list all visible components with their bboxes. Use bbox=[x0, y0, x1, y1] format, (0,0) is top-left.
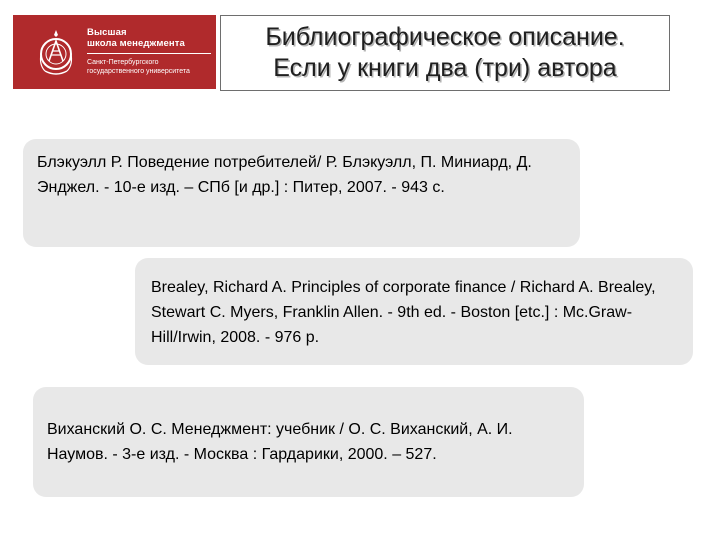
slide-title-line-1: Библиографическое описание. bbox=[265, 23, 625, 51]
slide-title bbox=[220, 15, 670, 91]
logo-divider bbox=[87, 53, 211, 54]
university-emblem-icon bbox=[37, 25, 75, 79]
slide-title-line-2: Если у книги два (три) автора bbox=[273, 54, 617, 82]
logo-subtitle: Санкт-Петербургского государственного университета bbox=[87, 59, 190, 75]
logo-title: Высшая школа менеджмента bbox=[87, 27, 185, 49]
example-card-russian-book bbox=[23, 139, 580, 247]
gsom-logo bbox=[13, 15, 216, 89]
example-citation-3: Виханский О. С. Менеджмент: учебник / О. С. Виханский, А. И. Наумов. - 3-е изд. - Москва : Гардарики, 2000. – 527. bbox=[47, 421, 513, 463]
example-card-english-book bbox=[135, 258, 693, 365]
example-citation-1: Блэкуэлл Р. Поведение потребителей/ Р. Блэкуэлл, П. Миниард, Д. Энджел. - 10-е изд. – СПб [и др.] : Питер, 2007. - 943 с. bbox=[37, 154, 532, 196]
example-citation-2: Brealey, Richard A. Principles of corporate finance / Richard A. Brealey, Stewart C. Myers, Franklin Allen. - 9th ed. - Boston [etc.] : Mc.Graw-Hill/Irwin, 2008. - 976 p. bbox=[151, 279, 656, 346]
example-card-textbook bbox=[33, 387, 584, 497]
